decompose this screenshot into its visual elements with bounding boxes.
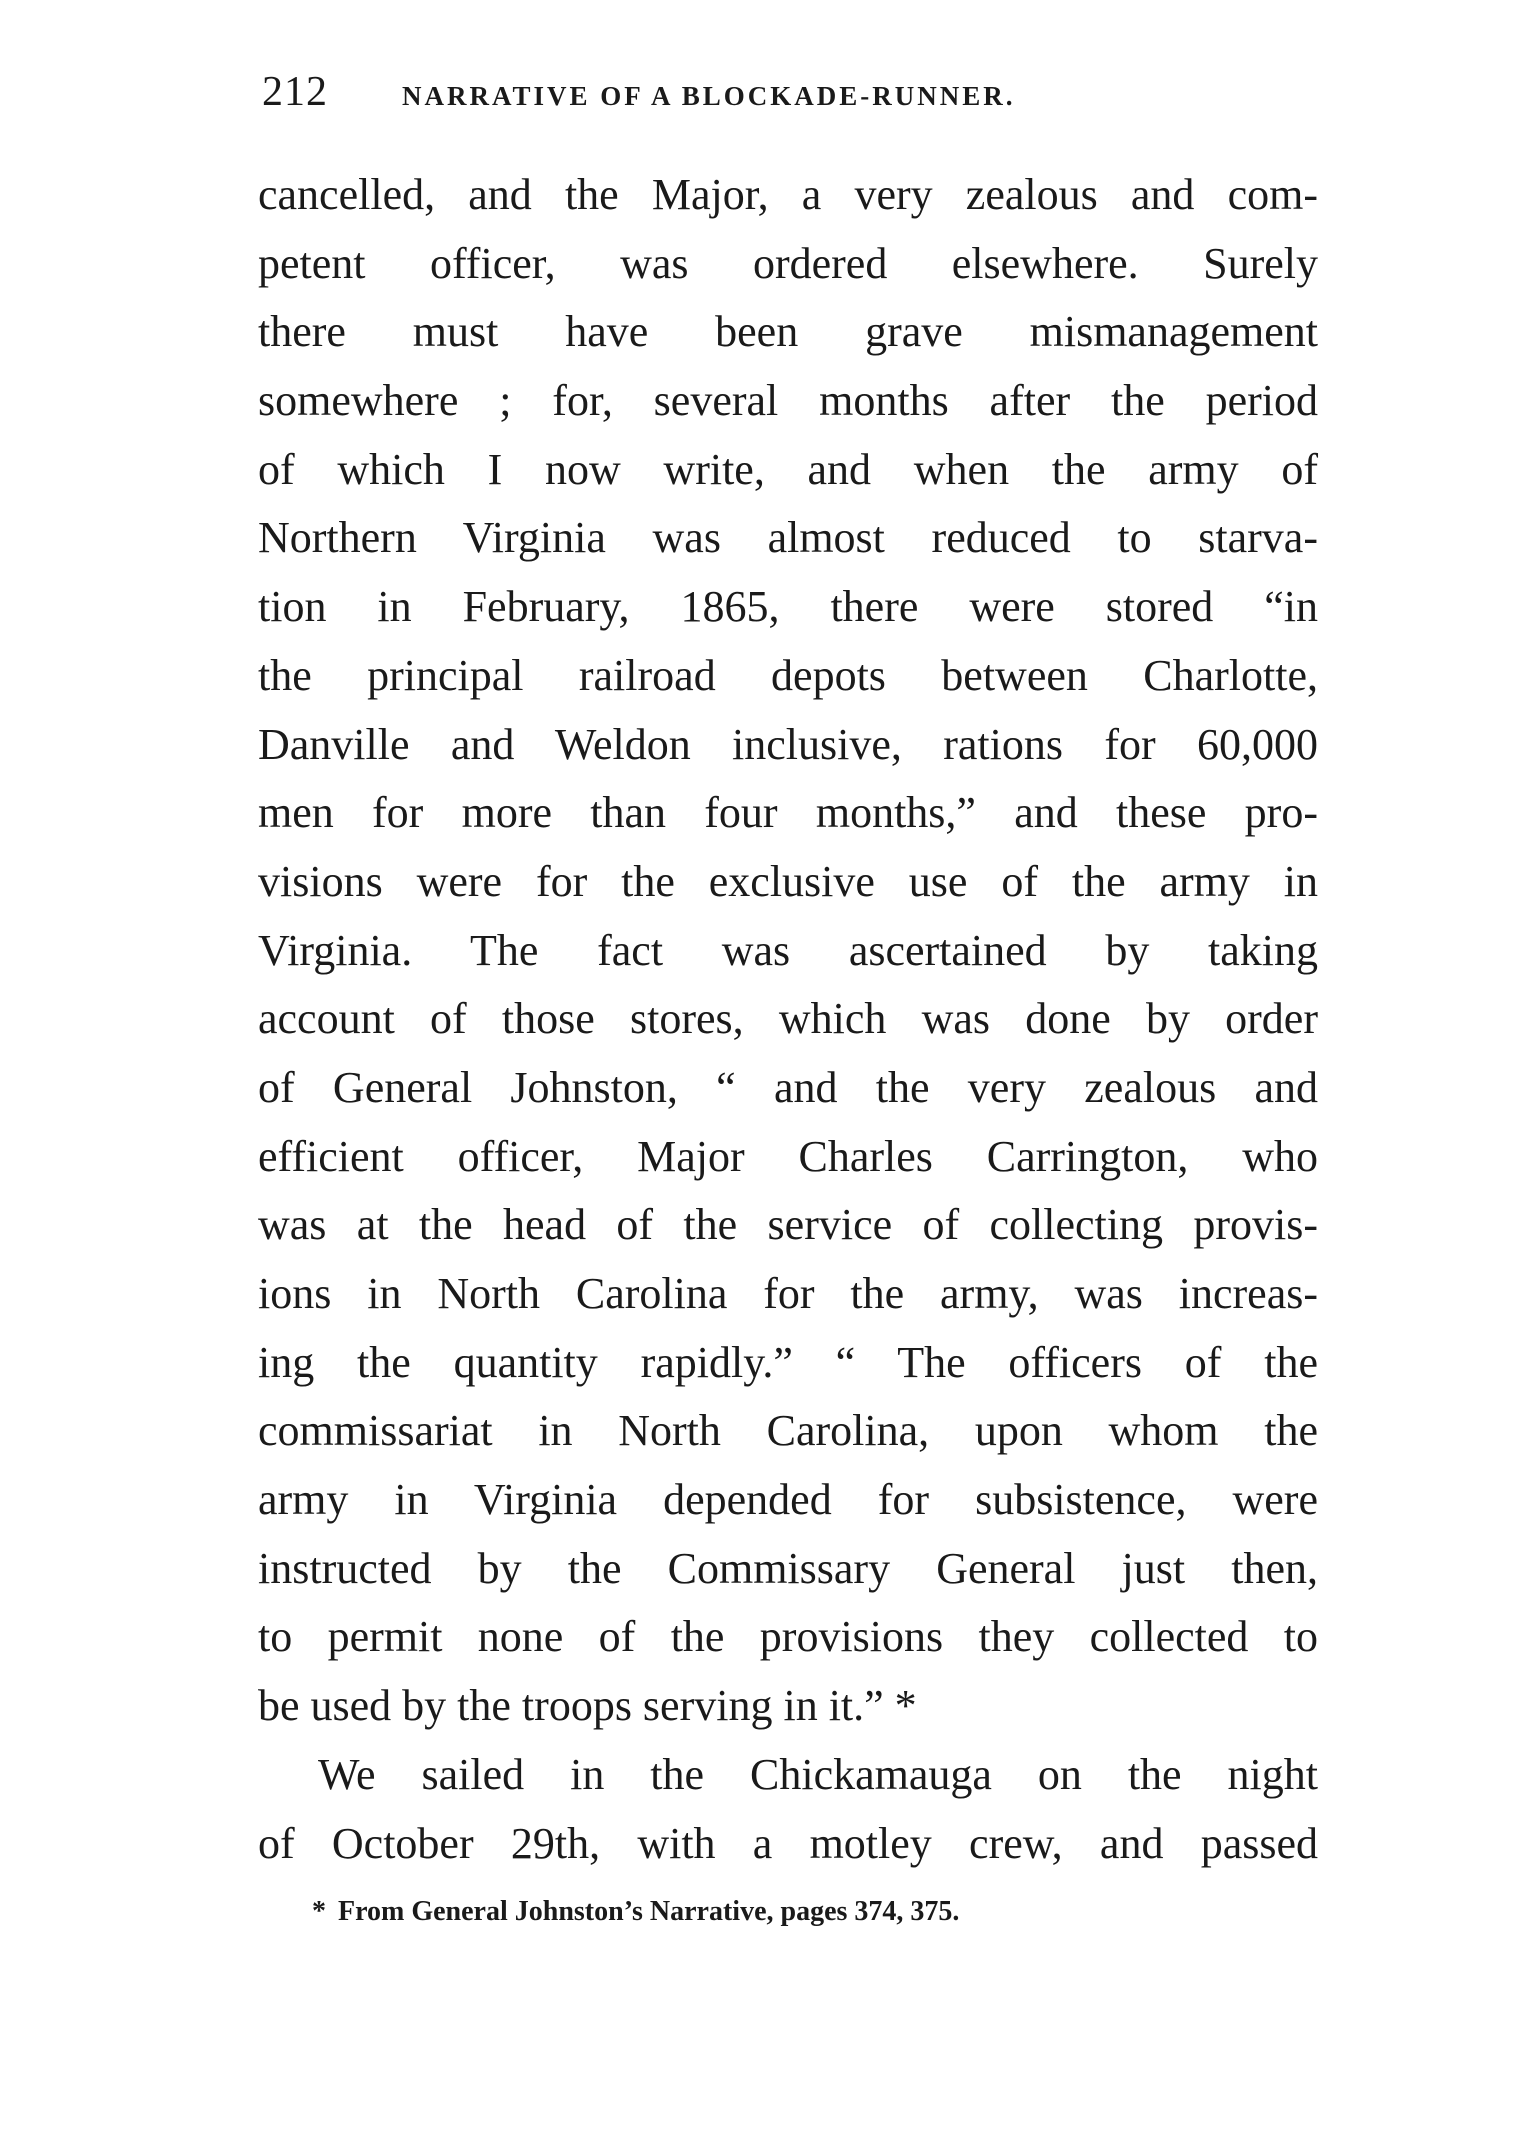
text-line: be used by the troops serving in it.” * xyxy=(258,1681,917,1731)
text-line: Northern Virginia was almost reduced to starva- xyxy=(258,513,1318,563)
text-line: of October 29th, with a motley crew, and passed xyxy=(258,1818,1318,1868)
text-line: commissariat in North Carolina, upon whom the xyxy=(258,1406,1318,1456)
text-line: visions were for the exclusive use of the army in xyxy=(258,856,1318,906)
text-line: account of those stores, which was done by order xyxy=(258,994,1318,1044)
paragraph xyxy=(258,161,1318,1741)
text-line: We sailed in the Chickamauga on the night xyxy=(318,1749,1318,1799)
text-line: ions in North Carolina for the army, was increas- xyxy=(258,1269,1318,1318)
page-header xyxy=(262,62,1312,122)
text-line: efficient officer, Major Charles Carrington, who xyxy=(258,1131,1318,1181)
footnote-mark: * xyxy=(312,1896,326,1927)
text-line: men for more than four months,” and these pro- xyxy=(258,788,1318,838)
body-text xyxy=(258,161,1318,1878)
text-line: was at the head of the service of collecting provis- xyxy=(258,1200,1318,1250)
text-line: of General Johnston, “ and the very zealous and xyxy=(258,1062,1318,1112)
footnote xyxy=(312,1890,1312,1934)
text-line: tion in February, 1865, there were stored “in xyxy=(258,582,1318,632)
text-line: Danville and Weldon inclusive, rations for 60,000 xyxy=(258,719,1318,769)
text-line: ing the quantity rapidly.” “ The officers of the xyxy=(258,1337,1318,1387)
text-line: the principal railroad depots between Charlotte, xyxy=(258,650,1318,700)
page-number: 212 xyxy=(262,69,328,115)
text-line: petent officer, was ordered elsewhere. Surely xyxy=(258,238,1318,288)
footnote-text: From General Johnston’s Narrative, pages 374, 375. xyxy=(338,1896,960,1927)
text-line: of which I now write, and when the army of xyxy=(258,444,1318,494)
running-head: NARRATIVE OF A BLOCKADE-RUNNER. xyxy=(402,81,1016,111)
text-line: there must have been grave mismanagement xyxy=(258,307,1318,357)
paragraph xyxy=(258,1741,1318,1878)
text-line: instructed by the Commissary General just then, xyxy=(258,1543,1318,1593)
text-line: army in Virginia depended for subsistence, were xyxy=(258,1475,1318,1525)
text-line: to permit none of the provisions they collected to xyxy=(258,1612,1318,1662)
text-line: Virginia. The fact was ascertained by taking xyxy=(258,925,1318,975)
text-line: cancelled, and the Major, a very zealous and com- xyxy=(258,170,1318,219)
text-line: somewhere ; for, several months after the period xyxy=(258,376,1318,426)
